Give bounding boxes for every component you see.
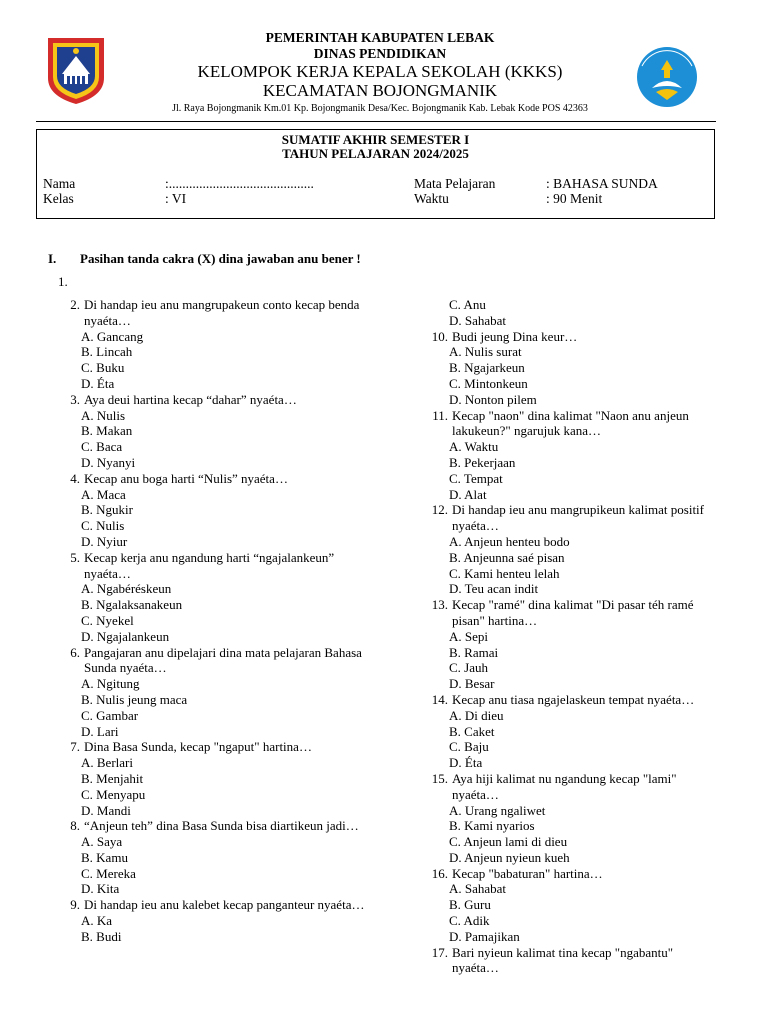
question-item <box>54 897 384 913</box>
answer-option[interactable]: D. Nonton pilem <box>449 391 537 407</box>
answer-option[interactable]: C. Tempat <box>449 470 503 486</box>
exam-title: SUMATIF AKHIR SEMESTER I <box>281 132 470 147</box>
answer-option[interactable]: C. Adik <box>449 913 490 929</box>
answer-option[interactable]: D. Éta <box>81 375 115 391</box>
question-number: 15. <box>431 770 448 786</box>
question-number: 3. <box>70 391 80 407</box>
answer-option[interactable]: B. Kami nyarios <box>449 818 535 834</box>
answer-option[interactable]: A. Berlari <box>81 755 133 771</box>
answer-option[interactable]: D. Besar <box>449 676 495 692</box>
answer-option[interactable]: C. Mereka <box>81 865 136 881</box>
kelas-label: Kelas <box>43 191 74 206</box>
question-text: Budi jeung Dina keur… <box>452 328 578 344</box>
question-number: 11. <box>432 407 448 423</box>
question-item <box>422 866 722 882</box>
question-item <box>422 329 722 345</box>
question-item <box>54 392 384 408</box>
answer-option[interactable]: D. Ngajalankeun <box>81 628 170 644</box>
answer-option[interactable]: A. Nulis <box>81 407 126 423</box>
question-text: Kecap anu tiasa ngajelaskeun tempat nyaéta… <box>452 691 695 707</box>
question-item <box>54 297 384 329</box>
question-text: Di handap ieu anu mangrupikeun kalimat positif nyaéta… <box>452 502 704 534</box>
answer-option[interactable]: C. Buku <box>81 360 125 376</box>
kelas-value: : VI <box>165 191 187 206</box>
question-number: 6. <box>70 644 80 660</box>
question-text: Aya deui hartina kecap “dahar” nyaéta… <box>84 391 297 407</box>
question-text: Kecap "babaturan" hartina… <box>452 865 603 881</box>
question-number: 2. <box>70 297 80 312</box>
question-number: 10. <box>431 328 448 344</box>
answer-option[interactable]: C. Kami henteu lelah <box>449 565 560 581</box>
answer-option[interactable]: A. Urang ngaliwet <box>449 802 546 818</box>
answer-option[interactable]: B. Nulis jeung maca <box>81 691 188 707</box>
answer-option[interactable]: C. Jauh <box>449 660 488 676</box>
answer-option[interactable]: B. Ngalaksanakeun <box>81 597 183 613</box>
question-number: 4. <box>70 470 80 486</box>
answer-option[interactable]: C. Nyekel <box>81 612 134 628</box>
question-number: 5. <box>70 549 80 565</box>
answer-option[interactable]: C. Menyapu <box>81 786 146 802</box>
question-text: Kecap anu boga harti “Nulis” nyaéta… <box>84 470 288 486</box>
section-instruction: Pasihan tanda cakra (X) dina jawaban anu bener ! <box>80 251 361 266</box>
answer-option[interactable]: C. Anu <box>449 297 486 312</box>
answer-option[interactable]: B. Makan <box>81 423 133 439</box>
answer-option[interactable]: C. Baju <box>449 739 489 755</box>
question-number: 16. <box>431 865 448 881</box>
question-item <box>422 945 722 977</box>
question-text: Aya hiji kalimat nu ngandung kecap "lami" nyaéta… <box>452 770 677 802</box>
question-number: 12. <box>431 502 448 518</box>
question-item <box>422 502 722 534</box>
letterhead-line3: KELOMPOK KERJA KEPALA SEKOLAH (KKKS) <box>197 62 563 81</box>
question-item <box>422 692 722 708</box>
answer-option[interactable]: D. Nyiur <box>81 533 128 549</box>
question-item <box>54 739 384 755</box>
answer-option[interactable]: A. Nulis surat <box>449 344 522 360</box>
answer-option[interactable]: B. Ramai <box>449 644 499 660</box>
answer-option[interactable]: A. Anjeun henteu bodo <box>449 533 570 549</box>
questions-right-column <box>422 297 722 976</box>
question-number: 14. <box>431 691 448 707</box>
answer-option[interactable]: C. Mintonkeun <box>449 375 528 391</box>
answer-option[interactable]: B. Guru <box>449 897 491 913</box>
answer-option[interactable]: B. Anjeunna saé pisan <box>449 549 565 565</box>
letterhead-line4: KECAMATAN BOJONGMANIK <box>262 81 498 100</box>
answer-option[interactable]: A. Ka <box>81 913 113 929</box>
answer-option[interactable]: D. Sahabat <box>449 312 507 328</box>
question-item <box>54 471 384 487</box>
answer-option[interactable]: A. Sepi <box>449 628 488 644</box>
answer-option[interactable]: B. Caket <box>449 723 495 739</box>
question-text: Bari nyieun kalimat tina kecap "ngabantu" nyaéta… <box>452 944 674 976</box>
answer-option[interactable]: D. Anjeun nyieun kueh <box>449 849 570 865</box>
question-text: Dina Basa Sunda, kecap "ngaput" hartina… <box>84 739 312 755</box>
answer-option[interactable]: D. Pamajikan <box>449 928 520 944</box>
questions-left-column <box>54 297 384 945</box>
answer-option[interactable]: D. Kita <box>81 881 120 897</box>
question-item <box>422 597 722 629</box>
question-number: 7. <box>70 739 80 755</box>
question-text: Di handap ieu anu mangrupakeun conto kecap benda nyaéta… <box>84 297 360 328</box>
question-number: 9. <box>70 897 80 913</box>
answer-option[interactable]: C. Gambar <box>81 707 139 723</box>
answer-option[interactable]: B. Ngukir <box>81 502 133 518</box>
question-item <box>422 408 722 440</box>
question-text: Di handap ieu anu kalebet kecap panganteur nyaéta… <box>84 897 365 913</box>
letterhead-line1: PEMERINTAH KABUPATEN LEBAK <box>265 30 495 45</box>
answer-option[interactable]: B. Kamu <box>81 849 128 865</box>
answer-option[interactable]: A. Saya <box>81 834 123 850</box>
answer-option[interactable]: B. Ngajarkeun <box>449 360 525 376</box>
question-number: 8. <box>70 818 80 834</box>
answer-option[interactable]: A. Waktu <box>449 439 499 455</box>
answer-option[interactable]: C. Baca <box>81 439 123 455</box>
exam-year: TAHUN PELAJARAN 2024/2025 <box>282 146 469 161</box>
answer-option[interactable]: D. Éta <box>449 755 483 771</box>
question-text: Kecap "naon" dina kalimat "Naon anu anjeun lakukeun?" ngarujuk kana… <box>452 407 689 439</box>
answer-option[interactable]: D. Nyanyi <box>81 454 136 470</box>
answer-option[interactable]: D. Teu acan indit <box>449 581 539 597</box>
question-item <box>422 771 722 803</box>
tut-wuri-handayani-icon <box>628 44 706 108</box>
question-text: Kecap "ramé" dina kalimat "Di pasar téh ramé pisan" hartina… <box>452 597 694 628</box>
question-text: Pangajaran anu dipelajari dina mata pelajaran Bahasa Sunda nyaéta… <box>84 644 362 676</box>
question-text: “Anjeun teh” dina Basa Sunda bisa diartikeun jadi… <box>84 818 359 834</box>
question-item <box>54 818 384 834</box>
answer-option[interactable]: B. Pekerjaan <box>449 454 516 470</box>
letterhead-address: Jl. Raya Bojongmanik Km.01 Kp. Bojongmanik Desa/Kec. Bojongmanik Kab. Lebak Kode POS 42363 <box>172 103 588 114</box>
section-heading <box>48 251 361 267</box>
answer-option[interactable]: D. Mandi <box>81 802 131 818</box>
waktu-value: : 90 Menit <box>546 191 603 206</box>
letterhead-line2: DINAS PENDIDIKAN <box>313 46 447 61</box>
letterhead <box>120 30 640 115</box>
answer-option[interactable]: A. Ngabéréskeun <box>81 581 172 597</box>
question-item <box>54 645 384 677</box>
lebak-regency-crest-icon <box>44 34 108 106</box>
answer-option[interactable]: A. Ngitung <box>81 676 140 692</box>
question-number: 17. <box>431 944 448 960</box>
question-item <box>54 550 384 582</box>
answer-option[interactable]: C. Nulis <box>81 518 125 534</box>
question-number: 13. <box>431 597 448 613</box>
answer-option[interactable]: A. Di dieu <box>449 707 504 723</box>
nama-label: Nama <box>43 176 76 191</box>
question-1-number: 1. <box>58 274 68 289</box>
answer-option[interactable]: B. Budi <box>81 928 122 944</box>
waktu-label: Waktu <box>414 191 449 206</box>
answer-option[interactable]: D. Alat <box>449 486 487 502</box>
nama-field[interactable]: :........................................... <box>165 176 314 191</box>
answer-option[interactable]: A. Maca <box>81 486 126 502</box>
answer-option[interactable]: D. Lari <box>81 723 119 739</box>
mapel-value: : BAHASA SUNDA <box>546 176 658 191</box>
letterhead-divider <box>36 121 716 122</box>
mapel-label: Mata Pelajaran <box>414 176 496 191</box>
answer-option[interactable]: B. Lincah <box>81 344 133 360</box>
exam-identity-box <box>36 129 715 219</box>
section-number: I. <box>48 251 57 266</box>
answer-option[interactable]: A. Gancang <box>81 328 144 344</box>
question-text: Kecap kerja anu ngandung harti “ngajalankeun” nyaéta… <box>84 549 335 581</box>
answer-option[interactable]: C. Anjeun lami di dieu <box>449 834 568 850</box>
answer-option[interactable]: B. Menjahit <box>81 770 144 786</box>
answer-option[interactable]: A. Sahabat <box>449 881 507 897</box>
